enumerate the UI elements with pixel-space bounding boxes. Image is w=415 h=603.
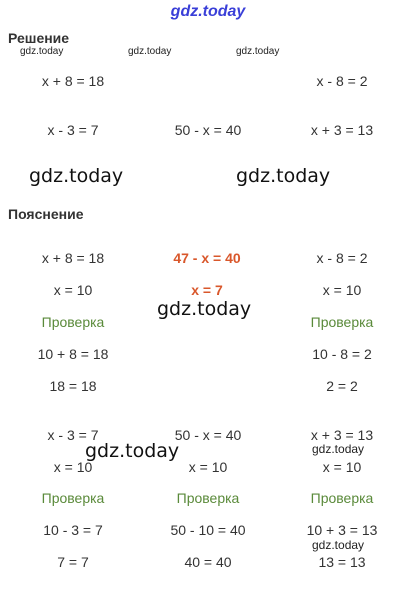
check-label: Проверка [41, 314, 105, 330]
watermark-large: gdz.today [157, 298, 252, 320]
check-equation: 10 + 3 = 13 [306, 522, 378, 538]
equation: x - 3 = 7 [47, 427, 99, 443]
check-label: Проверка [310, 490, 374, 506]
watermark-large: gdz.today [236, 165, 331, 187]
check-equation: 10 + 8 = 18 [37, 346, 109, 362]
equation-result: x = 10 [53, 459, 93, 475]
highlighted-equation: 47 - x = 40 [173, 250, 241, 266]
check-result: 2 = 2 [326, 378, 358, 394]
highlighted-result: x = 7 [191, 282, 223, 298]
check-label: Проверка [176, 490, 240, 506]
check-result: 18 = 18 [49, 378, 97, 394]
watermark-small: gdz.today [236, 46, 280, 57]
solution-heading: Решение [8, 30, 70, 46]
equation-result: x = 10 [322, 459, 362, 475]
watermark-small: gdz.today [128, 46, 172, 57]
equation-result: x = 10 [53, 282, 93, 298]
check-result: 7 = 7 [57, 554, 89, 570]
check-equation: 50 - 10 = 40 [170, 522, 246, 538]
solution-equation: x + 3 = 13 [310, 122, 374, 138]
equation: x + 3 = 13 [310, 427, 374, 443]
solution-equation: 50 - x = 40 [174, 122, 242, 138]
brand-logo: gdz.today [170, 3, 246, 20]
equation: x - 8 = 2 [316, 250, 368, 266]
check-equation: 10 - 3 = 7 [43, 522, 103, 538]
check-label: Проверка [310, 314, 374, 330]
equation-result: x = 10 [188, 459, 228, 475]
check-result: 40 = 40 [184, 554, 232, 570]
watermark-large: gdz.today [85, 440, 180, 462]
check-label: Проверка [41, 490, 105, 506]
watermark-small: gdz.today [312, 538, 365, 552]
equation: x + 8 = 18 [41, 250, 105, 266]
explanation-heading: Пояснение [8, 206, 84, 222]
check-result: 13 = 13 [318, 554, 366, 570]
check-equation: 10 - 8 = 2 [312, 346, 372, 362]
watermark-large: gdz.today [29, 165, 124, 187]
watermark-small: gdz.today [20, 46, 64, 57]
solution-equation: x + 8 = 18 [41, 73, 105, 89]
equation-result: x = 10 [322, 282, 362, 298]
watermark-small: gdz.today [312, 442, 365, 456]
solution-equation: x - 8 = 2 [316, 73, 368, 89]
equation: 50 - x = 40 [174, 427, 242, 443]
solution-equation: x - 3 = 7 [47, 122, 99, 138]
